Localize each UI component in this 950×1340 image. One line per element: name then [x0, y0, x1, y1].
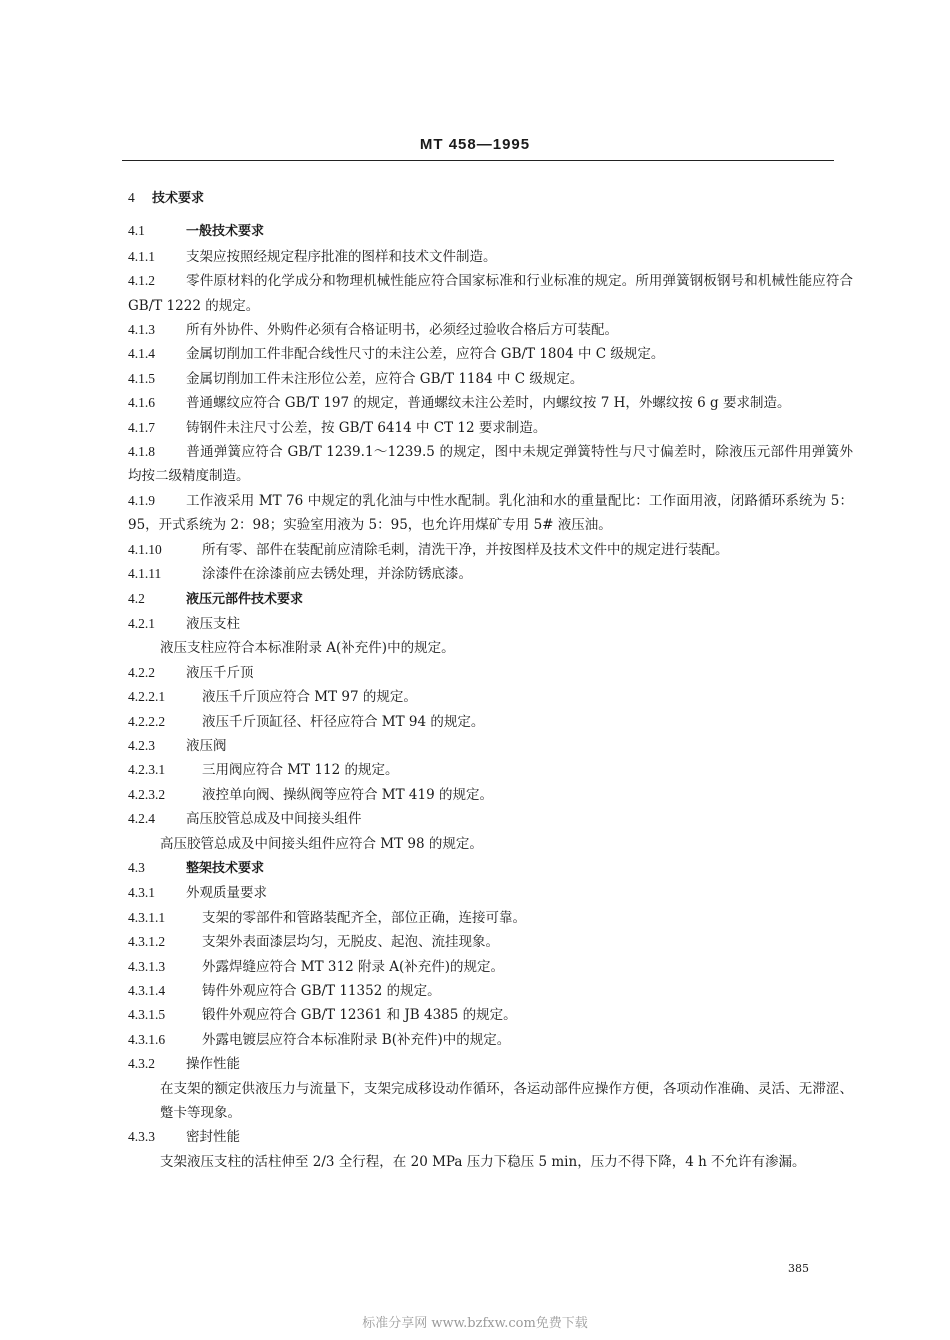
clause-text: 外露焊缝应符合 MT 312 附录 A(补充件)的规定。	[202, 958, 505, 975]
clause-number: 4.2.2.1	[128, 689, 166, 705]
clause-text	[128, 832, 853, 856]
clause	[128, 930, 853, 954]
clause	[128, 489, 853, 538]
clause-number: 4.3.1.3	[128, 958, 166, 974]
clause-number: 4.3.1	[128, 885, 155, 901]
clause-text: 支架外表面漆层均匀，无脱皮、起泡、流挂现象。	[202, 934, 499, 951]
clause-text: 高压胶管总成及中间接头组件应符合 MT 98 的规定。	[160, 835, 483, 852]
clause-text: 液压阀	[186, 737, 227, 754]
header-rule	[122, 160, 834, 161]
clause-number: 4.3	[128, 859, 145, 875]
clause	[128, 734, 853, 758]
clause-text: 涂漆件在涂漆前应去锈处理，并涂防锈底漆。	[202, 566, 472, 583]
clause-number: 4.3.3	[128, 1129, 155, 1145]
clause-number: 4.3.1.5	[128, 1007, 166, 1023]
clause-text: 液压支柱应符合本标准附录 A(补充件)中的规定。	[160, 640, 455, 657]
section-heading	[128, 856, 853, 881]
clause-text: 密封性能	[186, 1129, 240, 1146]
clause	[128, 710, 853, 734]
clause-number: 4.2.1	[128, 615, 155, 631]
clause-number: 4	[128, 190, 135, 205]
clause	[128, 416, 853, 440]
clause-text: 外观质量要求	[186, 885, 267, 902]
clause-number: 4.1.5	[128, 370, 155, 386]
clause-text: 一般技术要求	[186, 224, 265, 240]
section-heading	[128, 186, 853, 211]
clause-number: 4.2.2.2	[128, 713, 166, 729]
document-code-header: MT 458—1995	[419, 136, 531, 153]
clause-text: 支架的零部件和管路装配齐全，部位正确，连接可靠。	[202, 909, 526, 926]
clause-text: 液压千斤顶应符合 MT 97 的规定。	[202, 689, 417, 706]
clause-number: 4.1.2	[128, 273, 155, 289]
clause-text	[128, 1077, 853, 1126]
clause-number: 4.2.3.2	[128, 786, 166, 802]
section-heading	[128, 587, 853, 612]
clause	[128, 367, 853, 391]
clause-number: 4.2	[128, 590, 145, 606]
clause	[128, 318, 853, 342]
clause-number: 4.1.7	[128, 419, 155, 435]
clause-number: 4.2.3	[128, 737, 155, 753]
clause-number: 4.3.2	[128, 1056, 155, 1072]
clause-text: 高压胶管总成及中间接头组件	[186, 811, 362, 828]
clause-text: 所有零、部件在装配前应清除毛刺，清洗干净，并按图样及技术文件中的规定进行装配。	[202, 541, 729, 558]
clause	[128, 955, 853, 979]
clause-text: 技术要求	[152, 191, 205, 206]
document-body	[128, 186, 853, 1174]
clause-text: 所有外协件、外购件必须有合格证明书，必须经过验收合格后方可装配。	[186, 322, 618, 339]
clause-text: 在支架的额定供液压力与流量下，支架完成移设动作循环，各运动部件应操作方便，各项动作准确、灵活、无滞涩、蹩卡等现象。	[160, 1080, 853, 1122]
clause-number: 4.1.4	[128, 346, 155, 362]
clause-number: 4.2.3.1	[128, 762, 166, 778]
clause	[128, 1125, 853, 1149]
clause-number: 4.1.6	[128, 395, 155, 411]
clause	[128, 758, 853, 782]
clause	[128, 1003, 853, 1027]
clause	[128, 685, 853, 709]
clause-text: 支架液压支柱的活柱伸至 2/3 全行程，在 20 MPa 压力下稳压 5 min，压力不得下降，4 h 不允许有渗漏。	[160, 1153, 806, 1170]
clause-text: 液控单向阀、操纵阀等应符合 MT 419 的规定。	[202, 786, 493, 803]
clause	[128, 783, 853, 807]
clause	[128, 269, 853, 318]
clause	[128, 661, 853, 685]
clause	[128, 881, 853, 905]
clause-text: 液压元部件技术要求	[186, 591, 304, 607]
clause-text	[128, 636, 853, 660]
clause	[128, 245, 853, 269]
clause-text: 金属切削加工件未注形位公差，应符合 GB/T 1184 中 C 级规定。	[186, 370, 584, 387]
clause-number: 4.3.1.2	[128, 934, 166, 950]
clause-number: 4.1.9	[128, 492, 155, 508]
clause	[128, 1028, 853, 1052]
clause-text: 普通弹簧应符合 GB/T 1239.1～1239.5 的规定，图中未规定弹簧特性与尺寸偏差时，除液压元部件用弹簧外均按二级精度制造。	[128, 444, 853, 485]
clause	[128, 342, 853, 366]
clause	[128, 391, 853, 415]
clause-text: 锻件外观应符合 GB/T 12361 和 JB 4385 的规定。	[202, 1007, 517, 1024]
clause	[128, 979, 853, 1003]
clause-number: 4.3.1.4	[128, 983, 166, 998]
clause-text	[128, 1150, 853, 1174]
clause-number: 4.1.8	[128, 444, 155, 460]
section-heading	[128, 219, 853, 244]
clause-text: 普通螺纹应符合 GB/T 197 的规定，普通螺纹未注公差时，内螺纹按 7 H，外螺纹按 6 g 要求制造。	[186, 395, 791, 412]
clause-text: 液压支柱	[186, 615, 240, 632]
clause-number: 4.3.1.1	[128, 909, 166, 925]
page-number: 385	[788, 1262, 809, 1275]
clause	[128, 612, 853, 636]
clause-text: 零件原材料的化学成分和物理机械性能应符合国家标准和行业标准的规定。所用弹簧钢板钢号和机械性能应符合 GB/T 1222 的规定。	[128, 273, 853, 314]
clause-text: 支架应按照经规定程序批准的图样和技术文件制造。	[186, 248, 497, 265]
clause	[128, 538, 853, 562]
clause-number: 4.2.4	[128, 811, 155, 827]
clause-number: 4.1.1	[128, 248, 155, 264]
clause-text: 液压千斤顶	[186, 664, 254, 681]
spacer	[128, 211, 853, 219]
clause-number: 4.3.1.6	[128, 1031, 166, 1047]
clause-text: 操作性能	[186, 1056, 240, 1073]
clause	[128, 1052, 853, 1076]
clause	[128, 440, 853, 489]
watermark: 标准分享网 www.bzfxw.com免费下载	[362, 1316, 588, 1331]
clause-text: 液压千斤顶缸径、杆径应符合 MT 94 的规定。	[202, 713, 485, 730]
clause	[128, 562, 853, 586]
clause-text: 工作液采用 MT 76 中规定的乳化油与中性水配制。乳化油和水的重量配比：工作面用液，闭路循环系统为 5：95，开式系统为 2：98；实验室用液为 5：95，也允许用煤矿专用 5# 液压油。	[128, 492, 853, 534]
clause-text: 整架技术要求	[186, 860, 265, 876]
clause	[128, 906, 853, 930]
clause-text: 三用阀应符合 MT 112 的规定。	[202, 762, 399, 779]
clause-number: 4.1	[128, 223, 145, 239]
clause-number: 4.1.10	[128, 541, 162, 557]
clause-number: 4.2.2	[128, 664, 155, 680]
clause-number: 4.1.11	[128, 566, 162, 582]
clause-text: 铸钢件未注尺寸公差，按 GB/T 6414 中 CT 12 要求制造。	[186, 419, 547, 436]
clause-text: 金属切削加工件非配合线性尺寸的未注公差，应符合 GB/T 1804 中 C 级规定。	[186, 346, 665, 363]
clause-text: 铸件外观应符合 GB/T 11352 的规定。	[202, 983, 441, 999]
clause-number: 4.1.3	[128, 322, 155, 338]
clause	[128, 807, 853, 831]
clause-text: 外露电镀层应符合本标准附录 B(补充件)中的规定。	[202, 1031, 511, 1048]
